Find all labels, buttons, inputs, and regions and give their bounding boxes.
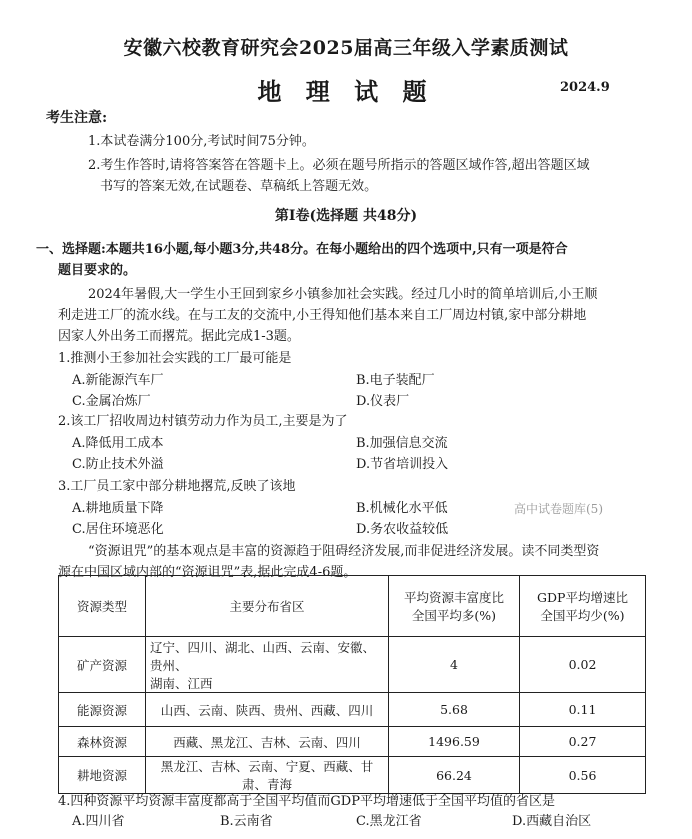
row-gdp: 0.27 (520, 727, 646, 757)
question-3-stem: 3.工厂员工家中部分耕地撂荒,反映了该地 (58, 479, 296, 494)
question-1-option-b: B.电子装配厂 (356, 373, 435, 388)
question-3-option-b: B.机械化水平低 (356, 501, 448, 516)
question-3-option-c: C.居住环境恶化 (72, 522, 164, 537)
table-row (59, 637, 646, 693)
row-gdp: 0.02 (520, 637, 646, 693)
row-gdp: 0.56 (520, 757, 646, 794)
header-gdp (520, 576, 646, 637)
exam-header-title: 安徽六校教育研究会2025届高三年级入学素质测试 (123, 37, 569, 59)
row-type: 森林资源 (59, 727, 146, 757)
question-2-stem: 2.该工厂招收周边村镇劳动力作为员工,主要是为了 (58, 414, 348, 429)
table-row (59, 693, 646, 727)
notice-item-1: 1.本试卷满分100分,考试时间75分钟。 (88, 134, 315, 149)
table-header-row (59, 576, 646, 637)
question-3-option-a: A.耕地质量下降 (72, 501, 164, 516)
question-4-option-c: C.黑龙江省 (356, 814, 422, 829)
header-richness (389, 576, 520, 637)
question-4-option-b: B.云南省 (220, 814, 273, 829)
passage-1-line-2: 利走进工厂的流水线。在与工友的交流中,小王得知他们基本来自工厂周边村镇,家中部分耕地 (58, 308, 587, 323)
row-type: 矿产资源 (59, 637, 146, 693)
row-provinces-line-2: 湖南、江西 (150, 675, 213, 691)
header-provinces: 主要分布省区 (146, 576, 389, 637)
row-provinces (146, 637, 389, 693)
question-3-option-d: D.务农收益较低 (356, 522, 449, 537)
notice-item-2-line-2: 书写的答案无效,在试题卷、草稿纸上答题无效。 (100, 179, 378, 194)
header-gdp-line-2: 全国平均少(%) (540, 608, 625, 623)
passage-2-line-1: “资源诅咒”的基本观点是丰富的资源趋于阻碍经济发展,而非促进经济发展。读不同类型资 (88, 544, 600, 559)
question-1-stem: 1.推测小王参加社会实践的工厂最可能是 (58, 351, 292, 366)
row-gdp: 0.11 (520, 693, 646, 727)
passage-2-line-2: 源在中国区域内部的“资源诅咒”表,据此完成4-6题。 (58, 565, 357, 580)
row-provinces: 黑龙江、吉林、云南、宁夏、西藏、甘肃、青海 (146, 757, 389, 794)
passage-1-line-1: 2024年暑假,大一学生小王回到家乡小镇参加社会实践。经过几小时的简单培训后,小王顺 (88, 287, 598, 302)
section-instruction-line-2: 题目要求的。 (58, 263, 137, 278)
question-4-option-d: D.西藏自治区 (512, 814, 592, 829)
row-richness: 4 (389, 637, 520, 693)
question-4-option-a: A.四川省 (72, 814, 125, 829)
header-richness-line-2: 全国平均多(%) (411, 608, 497, 623)
question-2-option-d: D.节省培训投入 (356, 457, 449, 472)
header-richness-line-1: 平均资源丰富度比 (403, 590, 504, 605)
header-gdp-line-1: GDP平均增速比 (537, 590, 628, 605)
table-row (59, 727, 646, 757)
exam-date: 2024.9 (560, 80, 610, 95)
passage-1-line-3: 因家人外出务工而撂荒。据此完成1-3题。 (58, 329, 300, 344)
header-resource-type: 资源类型 (59, 576, 146, 637)
question-1-option-d: D.仪表厂 (356, 394, 410, 409)
question-1-option-c: C.金属冶炼厂 (72, 394, 151, 409)
question-2-option-a: A.降低用工成本 (72, 436, 164, 451)
question-4-stem: 4.四种资源平均资源丰富度都高于全国平均值而GDP平均增速低于全国平均值的省区是 (58, 794, 555, 809)
resource-curse-table (58, 575, 646, 794)
notice-item-2-line-1: 2.考生作答时,请将答案答在答题卡上。必须在题号所指示的答题区域作答,超出答题区域 (88, 158, 590, 173)
row-provinces-line-1: 辽宁、四川、湖北、山西、云南、安徽、贵州、 (150, 639, 376, 673)
question-2-option-b: B.加强信息交流 (356, 436, 448, 451)
row-type: 能源资源 (59, 693, 146, 727)
row-provinces: 西藏、黑龙江、吉林、云南、四川 (146, 727, 389, 757)
row-richness: 1496.59 (389, 727, 520, 757)
row-provinces: 山西、云南、陕西、贵州、西藏、四川 (146, 693, 389, 727)
row-richness: 66.24 (389, 757, 520, 794)
row-type: 耕地资源 (59, 757, 146, 794)
row-richness: 5.68 (389, 693, 520, 727)
table-row (59, 757, 646, 794)
section-title: 第Ⅰ卷(选择题 共48分) (274, 208, 418, 224)
notice-title: 考生注意: (46, 110, 108, 126)
watermark-stamp: 高中试卷题库(5) (514, 502, 603, 516)
question-1-option-a: A.新能源汽车厂 (72, 373, 164, 388)
subject-title: 地 理 试 题 (257, 77, 435, 106)
section-instruction-line-1: 一、选择题:本题共16小题,每小题3分,共48分。在每小题给出的四个选项中,只有一项是符合 (36, 242, 568, 257)
question-2-option-c: C.防止技术外溢 (72, 457, 164, 472)
